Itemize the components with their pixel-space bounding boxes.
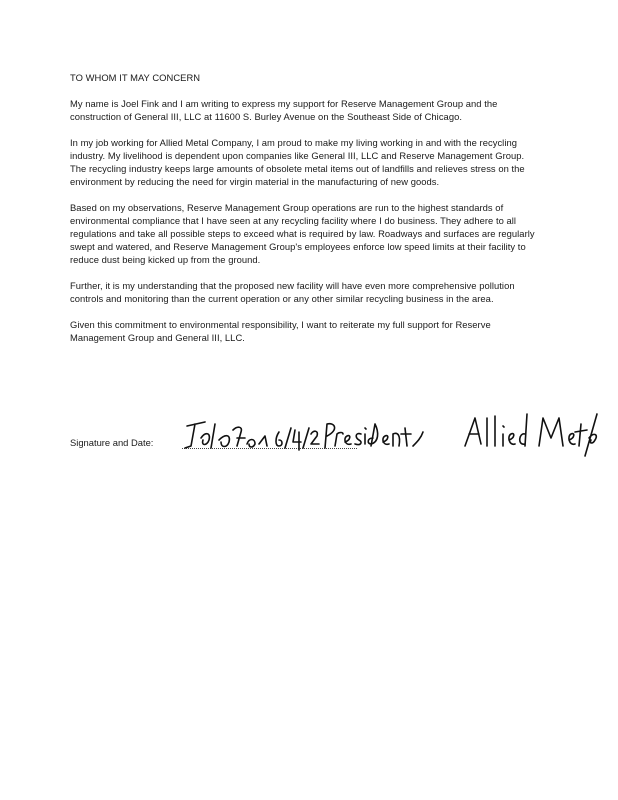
- paragraph-observations: Based on my observations, Reserve Management Group operations are run to the highest standards of environmental compliance that I have seen at any recycling facility where I do business. They adhere to all regulations and take all possible steps to exceed what is required by law. Roadways and surfaces are regularly swept and watered, and Reserve Management Group's employees enforce low speed limits at their facility to reduce dust being kicked up from the ground.: [70, 202, 535, 265]
- paragraph-employment: In my job working for Allied Metal Company, I am proud to make my living working in and with the recycling industry. My livelihood is dependent upon companies like General III, LLC and Reserve Management Group. The recycling industry keeps large amounts of obsolete metal items out of landfills and relieves stress on the environment by reducing the need for virgin material in the manufacturing of new goods.: [70, 137, 525, 187]
- salutation: TO WHOM IT MAY CONCERN: [70, 72, 201, 83]
- paragraph-closing: Given this commitment to environmental responsibility, I want to reiterate my full support for Reserve Management Group and General III, LLC.: [70, 319, 491, 343]
- paragraph-new-facility: Further, it is my understanding that the proposed new facility will have even more comprehensive pollution controls and monitoring than the current operation or any other similar recycling business in the area.: [70, 280, 515, 304]
- signature-block: [70, 404, 610, 464]
- paragraph-introduction: My name is Joel Fink and I am writing to express my support for Reserve Management Group and the construction of General III, LLC at 11600 S. Burley Avenue on the Southeast Side of Chicago.: [70, 98, 498, 122]
- handwritten-signature: [175, 404, 605, 464]
- signature-label: Signature and Date:: [70, 437, 154, 448]
- letter-body: [70, 71, 542, 357]
